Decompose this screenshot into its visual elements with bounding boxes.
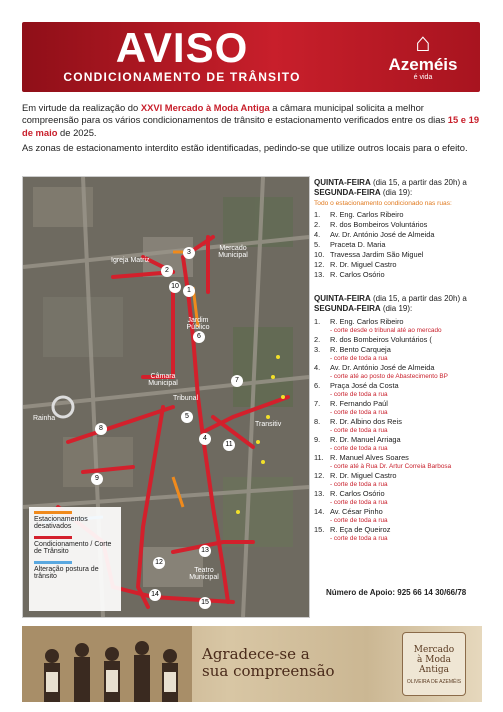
- list-item: [314, 525, 494, 543]
- item-detail: - corte de toda a rua: [330, 499, 388, 506]
- item-detail: - corte desde o tribunal até ao mercado: [330, 327, 442, 334]
- item-street: Praça José da Costa: [330, 381, 399, 390]
- red-swatch: [34, 536, 72, 539]
- section2: [314, 294, 494, 543]
- item-number: 1.: [314, 317, 321, 326]
- item-number: 2.: [314, 335, 321, 344]
- item-number: 4.: [314, 363, 321, 372]
- item-number: 12.: [314, 260, 325, 269]
- support-number: Número de Apoio: 925 66 14 30/66/78: [326, 588, 467, 597]
- thanks-message: [202, 646, 335, 680]
- list-item: [314, 240, 494, 250]
- hdr-text: (dia 15, a partir das 20h) a: [370, 178, 467, 187]
- intro-paragraph-1: [22, 102, 482, 139]
- intro-p1-c: de 2025.: [57, 126, 97, 138]
- map-marker: 1: [183, 285, 195, 297]
- azemeis-logo: [378, 28, 468, 88]
- item-number: 3.: [314, 345, 321, 354]
- list-item: [314, 399, 494, 417]
- item-number: 6.: [314, 381, 321, 390]
- thanks-line-1: Agradece-se a: [202, 645, 310, 663]
- item-number: 9.: [314, 435, 321, 444]
- item-street: R. Eng. Carlos Ribeiro: [330, 317, 404, 326]
- map-marker: 2: [161, 265, 173, 277]
- list-item: [314, 417, 494, 435]
- legend-item-change: [34, 561, 116, 580]
- item-number: 4.: [314, 230, 321, 239]
- header-banner: [22, 22, 480, 92]
- legend-item-closure: [34, 536, 116, 555]
- item-detail: - corte de toda a rua: [330, 481, 388, 488]
- badge-line-3: OLIVEIRA DE AZEMÉIS: [406, 679, 462, 685]
- map-marker: 8: [95, 423, 107, 435]
- item-street: R. dos Bombeiros Voluntários (: [330, 335, 432, 344]
- notice-subtitle: CONDICIONAMENTO DE TRÂNSITO: [63, 70, 301, 84]
- item-detail: - corte de toda a rua: [330, 445, 388, 452]
- item-number: 13.: [314, 270, 325, 279]
- item-number: 2.: [314, 220, 321, 229]
- item-street: Travessa Jardim São Miguel: [330, 250, 424, 259]
- item-detail: - corte de toda a rua: [330, 535, 388, 542]
- legend-label: Alteração postura de trânsito: [34, 566, 99, 580]
- item-street: R. Dr. Manuel Arriaga: [330, 435, 401, 444]
- item-number: 12.: [314, 471, 325, 480]
- map-label-teatro: Teatro Municipal: [189, 567, 219, 581]
- item-number: 10.: [314, 250, 325, 259]
- item-number: 15.: [314, 525, 325, 534]
- list-item: [314, 345, 494, 363]
- item-number: 14.: [314, 507, 325, 516]
- item-street: R. Dr. Albino dos Reis: [330, 417, 402, 426]
- section2-header: [314, 294, 494, 314]
- list-item: [314, 230, 494, 240]
- section1-header: [314, 178, 494, 198]
- section1-note: Todo o estacionamento condicionado nas ruas:: [314, 200, 452, 207]
- item-street: R. dos Bombeiros Voluntários: [330, 220, 428, 229]
- notice-title: AVISO: [115, 24, 249, 71]
- map-label-transitiv: Transitiv: [255, 421, 282, 428]
- item-detail: - corte de toda a rua: [330, 517, 388, 524]
- house-heart-icon: ⌂: [415, 27, 431, 57]
- list-item: [314, 489, 494, 507]
- costumed-people-image: [22, 626, 192, 702]
- intro-p1-a: Em virtude da realização do: [22, 102, 141, 113]
- item-street: R. Eça de Queiroz: [330, 525, 391, 534]
- blue-swatch: [34, 561, 72, 564]
- item-number: 13.: [314, 489, 325, 498]
- item-street: R. Dr. Miguel Castro: [330, 260, 397, 269]
- list-item: [314, 471, 494, 489]
- map-marker: 7: [231, 375, 243, 387]
- list-item: [314, 260, 494, 270]
- restrictions-panel: [314, 178, 494, 543]
- map-marker: 10: [169, 281, 181, 293]
- intro-p1-b: a câmara municipal solicita a melhor compreensão para os vários condicionamentos de trânsito e estacionamento verificados entre os dias: [22, 102, 448, 126]
- map-label-mercado: Mercado Municipal: [218, 245, 248, 259]
- day-end: SEGUNDA-FEIRA: [314, 304, 381, 313]
- map-marker: 12: [153, 557, 165, 569]
- item-street: R. Manuel Alves Soares: [330, 453, 409, 462]
- traffic-map: [22, 176, 310, 618]
- list-item: [314, 210, 494, 220]
- day-start: QUINTA-FEIRA: [314, 178, 371, 187]
- map-label-rainha: Rainha: [33, 415, 56, 422]
- map-label-tribunal: Tribunal: [173, 395, 199, 402]
- item-street: R. Bento Carqueja: [330, 345, 391, 354]
- map-marker: 6: [193, 331, 205, 343]
- legend-item-parking: [34, 511, 116, 530]
- item-street: R. Carlos Osório: [330, 489, 385, 498]
- item-street: Av. Dr. António José de Almeida: [330, 230, 435, 239]
- map-label-jardim: Jardim Público: [186, 317, 210, 331]
- item-detail: - corte até ao posto de Abastecimento BP: [330, 373, 448, 380]
- list-item: [314, 270, 494, 280]
- logo-tagline: é vida: [413, 74, 433, 81]
- day-end: SEGUNDA-FEIRA: [314, 188, 381, 197]
- legend-label: Estacionamentos desativados: [34, 516, 88, 530]
- item-detail: - corte de toda a rua: [330, 391, 388, 398]
- item-street: R. Dr. Miguel Castro: [330, 471, 397, 480]
- item-street: R. Eng. Carlos Ribeiro: [330, 210, 404, 219]
- intro-paragraph-2: As zonas de estacionamento interdito estão identificadas, pedindo-se que utilize outros locais para o efeito.: [22, 142, 468, 154]
- map-legend: [29, 507, 121, 611]
- map-marker: 13: [199, 545, 211, 557]
- hdr-text: (dia 15, a partir das 20h) a: [370, 294, 467, 303]
- event-dates: 15 e 19 de maio: [22, 114, 480, 138]
- list-item: [314, 250, 494, 260]
- intro-text: [22, 102, 482, 158]
- list-item: [314, 507, 494, 525]
- thanks-line-2: sua compreensão: [202, 662, 335, 680]
- list-item: [314, 453, 494, 471]
- mercado-logo: [402, 632, 466, 696]
- map-label-camara: Câmara Municipal: [148, 373, 178, 387]
- map-marker: 5: [181, 411, 193, 423]
- map-marker: 15: [199, 597, 211, 609]
- item-street: Av. César Pinho: [330, 507, 383, 516]
- item-number: 1.: [314, 210, 321, 219]
- list-item: [314, 220, 494, 230]
- event-name: XXVI Mercado à Moda Antiga: [140, 102, 270, 113]
- logo-name: Azeméis: [388, 55, 458, 74]
- item-street: Av. Dr. António José de Almeida: [330, 363, 435, 372]
- orange-swatch: [34, 511, 72, 514]
- item-number: 5.: [314, 240, 321, 249]
- list-item: [314, 335, 494, 345]
- day-start: QUINTA-FEIRA: [314, 294, 371, 303]
- parking-list: [314, 210, 494, 280]
- footer-banner: [22, 626, 482, 702]
- list-item: [314, 381, 494, 399]
- item-street: R. Fernando Paúl: [330, 399, 388, 408]
- hdr-text: (dia 19):: [380, 188, 413, 197]
- legend-label: Condicionamento / Corte de Trânsito: [34, 541, 112, 555]
- hdr-text: (dia 19):: [380, 304, 413, 313]
- map-marker: 3: [183, 247, 195, 259]
- badge-line-1: Mercado: [413, 645, 455, 655]
- map-marker: 4: [199, 433, 211, 445]
- item-detail: - corte de toda a rua: [330, 355, 388, 362]
- item-detail: - corte de toda a rua: [330, 409, 388, 416]
- map-marker: 11: [223, 439, 235, 451]
- map-marker: 9: [91, 473, 103, 485]
- item-number: 7.: [314, 399, 321, 408]
- item-detail: - corte até à Rua Dr. Artur Correia Barbosa: [330, 463, 452, 470]
- map-label-igreja: Igreja Matriz: [111, 257, 150, 264]
- badge-line-2: à Moda Antiga: [417, 655, 451, 675]
- map-marker: 14: [149, 589, 161, 601]
- list-item: [314, 363, 494, 381]
- item-detail: - corte de toda a rua: [330, 427, 388, 434]
- list-item: [314, 317, 494, 335]
- item-street: Praceta D. Maria: [330, 240, 386, 249]
- list-item: [314, 435, 494, 453]
- item-street: R. Carlos Osório: [330, 270, 385, 279]
- item-number: 11.: [314, 453, 324, 462]
- item-number: 8.: [314, 417, 321, 426]
- closure-list: [314, 317, 494, 543]
